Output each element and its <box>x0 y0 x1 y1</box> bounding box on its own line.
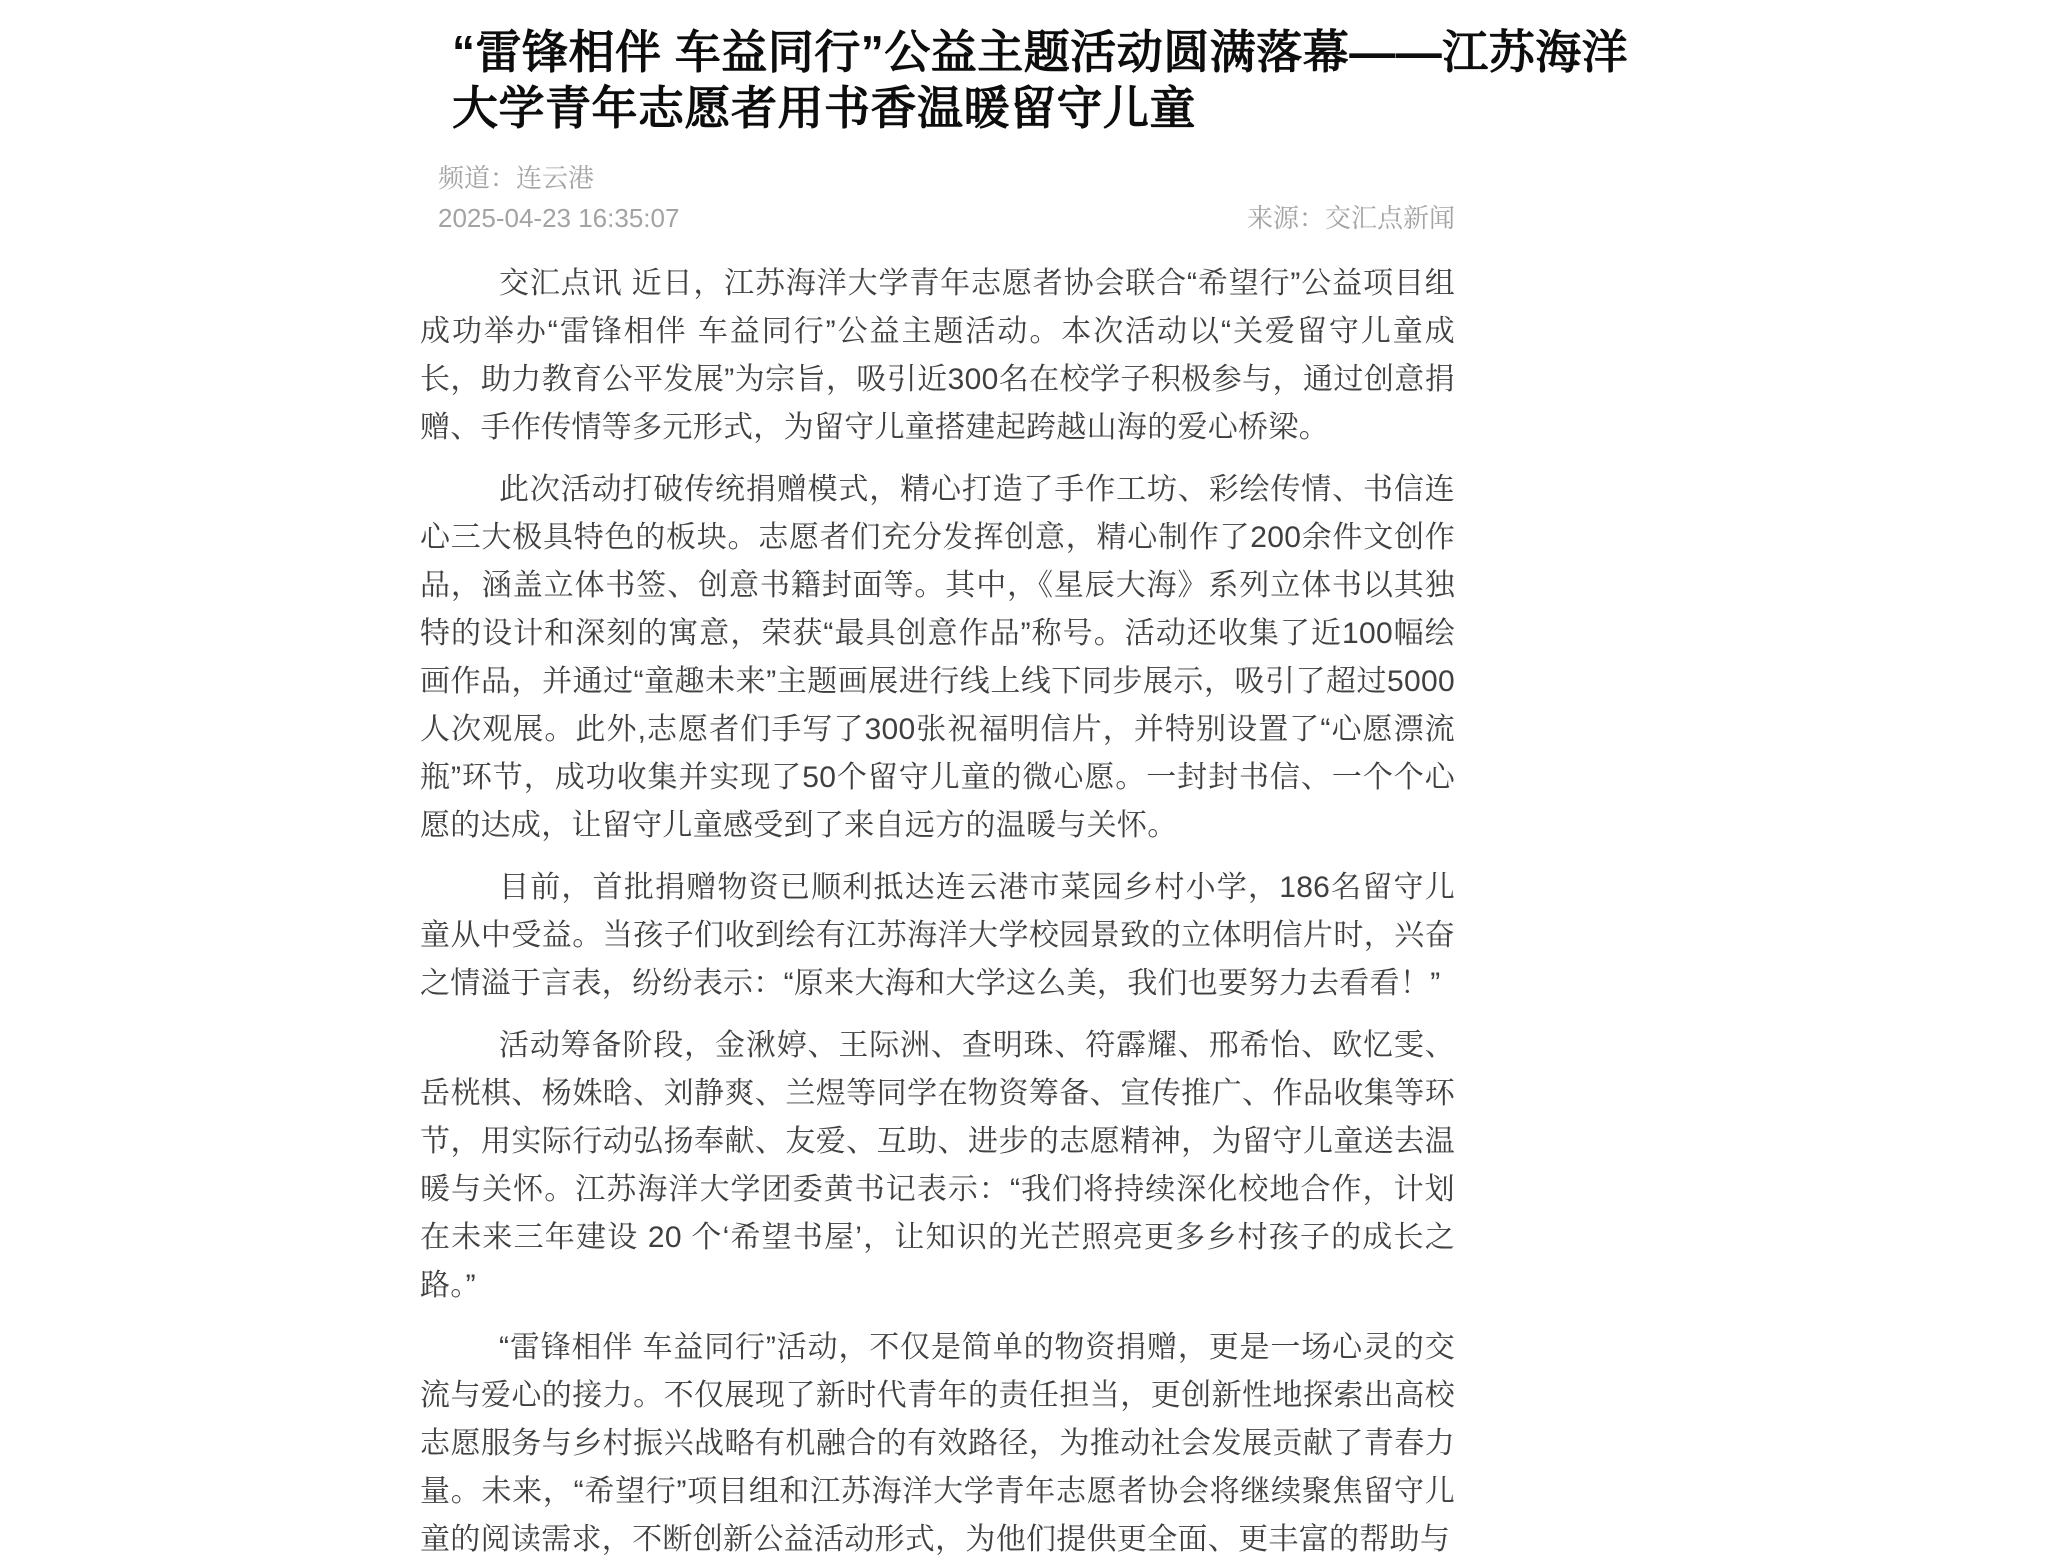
article-body <box>420 260 1455 1564</box>
article-title: “雷锋相伴 车益同行”公益主题活动圆满落幕——江苏海洋大学青年志愿者用书香温暖留守儿童 <box>452 26 1629 134</box>
article-paragraph: 目前，首批捐赠物资已顺利抵达连云港市菜园乡村小学，186名留守儿童从中受益。当孩子们收到绘有江苏海洋大学校园景致的立体明信片时，兴奋之情溢于言表，纷纷表示：“原来大海和大学这么美，我们也要努力去看看！” <box>420 871 1455 1000</box>
source-label: 来源：交汇点新闻 <box>1246 203 1455 233</box>
article-paragraph: “雷锋相伴 车益同行”活动，不仅是简单的物资捐赠，更是一场心灵的交流与爱心的接力。不仅展现了新时代青年的责任担当，更创新性地探索出高校志愿服务与乡村振兴战略有机融合的有效路径，为推动社会发展贡献了青春力量。未来，“希望行”项目组和江苏海洋大学青年志愿者协会将继续聚焦留守儿童的阅读需求，不断创新公益活动形式，为他们提供更全面、更丰富的帮助与 <box>420 1331 1455 1556</box>
meta-row <box>438 198 1455 238</box>
article-page <box>420 0 1629 1564</box>
channel-label: 频道：连云港 <box>438 163 595 193</box>
article-paragraph: 此次活动打破传统捐赠模式，精心打造了手作工坊、彩绘传情、书信连心三大极具特色的板块。志愿者们充分发挥创意，精心制作了200余件文创作品，涵盖立体书签、创意书籍封面等。其中，《星辰大海》系列立体书以其独特的设计和深刻的寓意，荣获“最具创意作品”称号。活动还收集了近100幅绘画作品，并通过“童趣未来”主题画展进行线上线下同步展示，吸引了超过5000人次观展。此外,志愿者们手写了300张祝福明信片，并特别设置了“心愿漂流瓶”环节，成功收集并实现了50个留守儿童的微心愿。一封封书信、一个个心愿的达成，让留守儿童感受到了来自远方的温暖与关怀。 <box>420 473 1455 842</box>
article-paragraph: 活动筹备阶段，金湫婷、王际洲、查明珠、符霹耀、邢希怡、欧忆雯、岳桄棋、杨姝晗、刘静爽、兰煜等同学在物资筹备、宣传推广、作品收集等环节，用实际行动弘扬奉献、友爱、互助、进步的志愿精神，为留守儿童送去温暖与关怀。江苏海洋大学团委黄书记表示：“我们将持续深化校地合作，计划在未来三年建设 20 个‘希望书屋’，让知识的光芒照亮更多乡村孩子的成长之路。” <box>420 1029 1455 1302</box>
article-paragraph: 交汇点讯 近日，江苏海洋大学青年志愿者协会联合“希望行”公益项目组成功举办“雷锋相伴 车益同行”公益主题活动。本次活动以“关爱留守儿童成长，助力教育公平发展”为宗旨，吸引近300名在校学子积极参与，通过创意捐赠、手作传情等多元形式，为留守儿童搭建起跨越山海的爱心桥梁。 <box>420 267 1455 444</box>
publish-time: 2025-04-23 16:35:07 <box>438 203 680 233</box>
